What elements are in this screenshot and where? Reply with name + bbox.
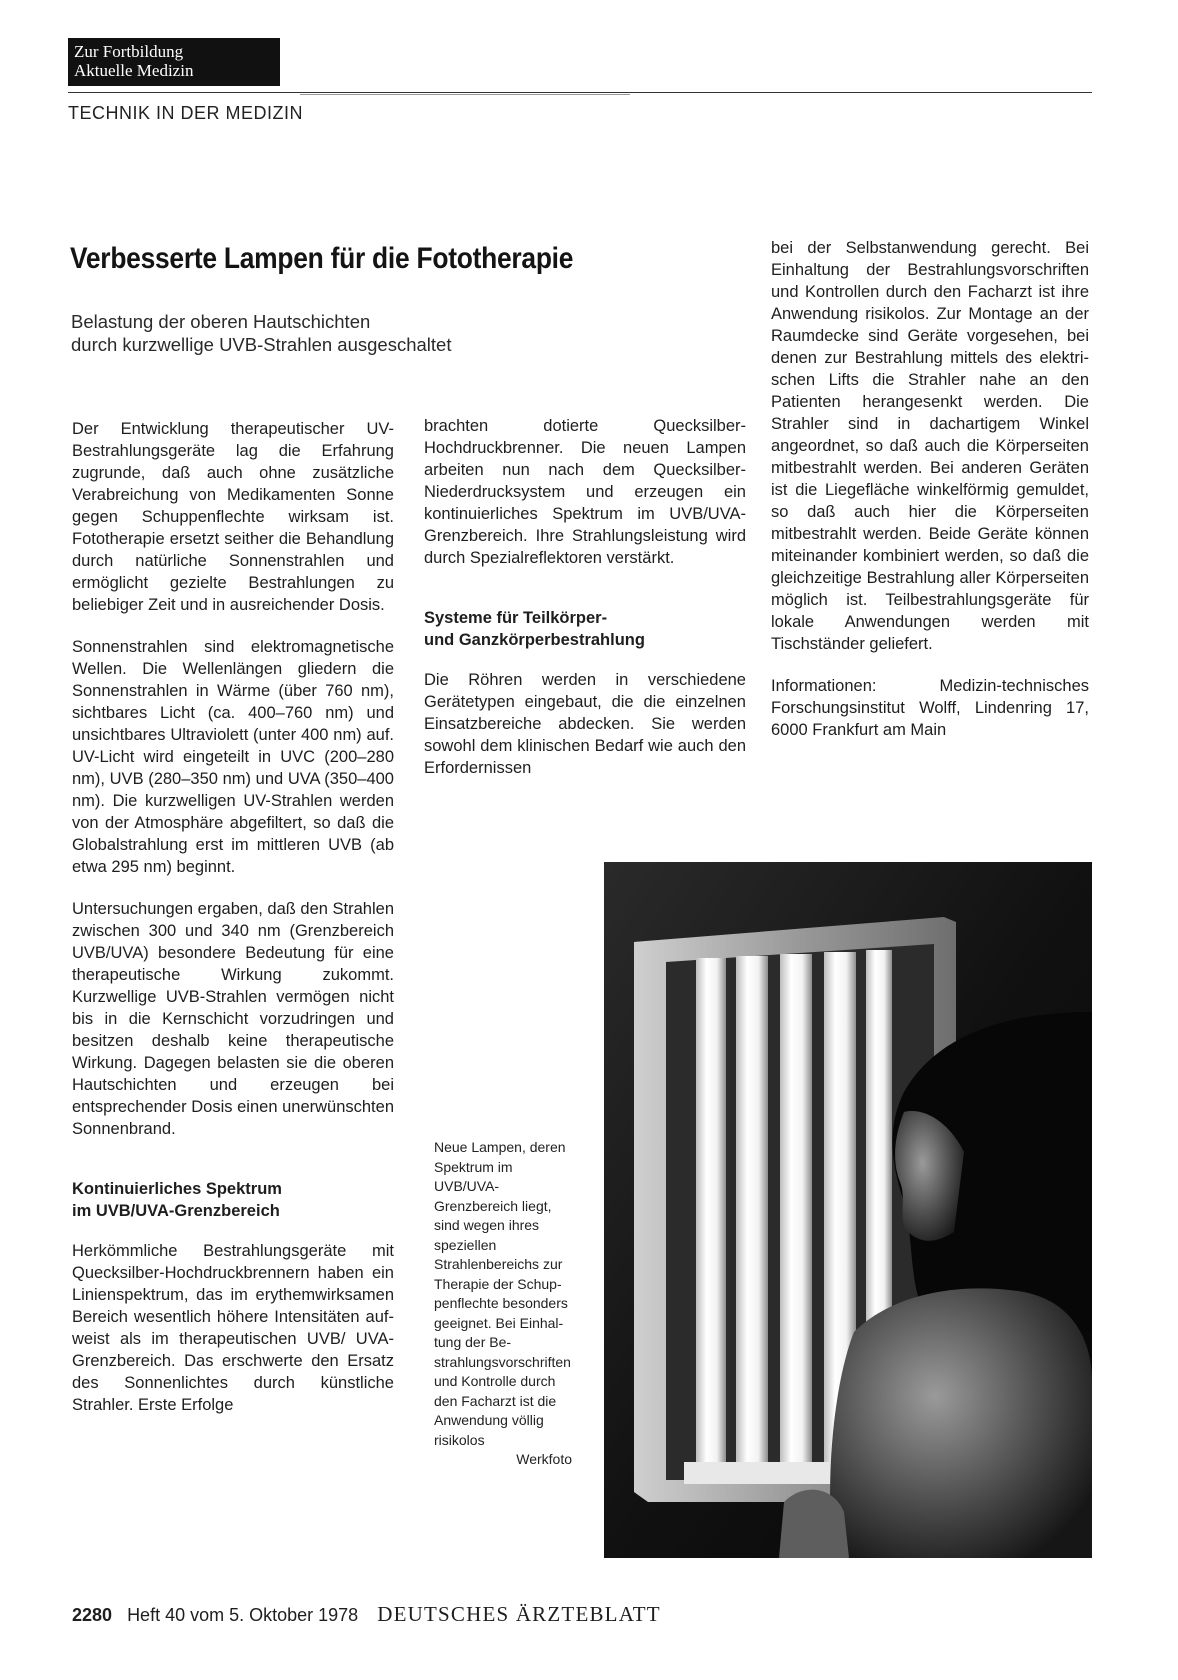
section-heading-line1: Kontinuierliches Spektrum bbox=[72, 1180, 282, 1198]
paragraph: Herkömmliche Bestrahlungsgeräte mit Quecksilber-Hochdruckbrennern haben ein Linienspektrum, das im erythemwirksamen Bereich wesentlich höhere Intensitäten aufweist als im therapeutischen UVB/ UVA-Grenzbereich. Das erschwerte den Ersatz des Sonnenlichtes durch künstliche Strahler. Erste Erfolge bbox=[72, 1242, 394, 1414]
text-column-2 bbox=[424, 415, 746, 799]
issue-info: Heft 40 vom 5. Oktober 1978 bbox=[127, 1605, 359, 1625]
lamp-photo-illustration bbox=[604, 862, 1092, 1558]
lamp-photo bbox=[604, 862, 1092, 1558]
subtitle-line2: durch kurzwellige UVB-Strahlen ausgeschaltet bbox=[71, 334, 452, 355]
paragraph: brachten dotierte Quecksilber-Hochdruckbrenner. Die neuen Lampen arbeiten nun nach dem Quecksilber-Niederdrucksystem und erzeugen ein kontinuierliches Spektrum im UVB/UVA-Grenzbereich. Ihre Strahlungsleistung wird durch Spezialreflektoren verstärkt. bbox=[424, 417, 746, 567]
section-label-line2: Aktuelle Medizin bbox=[74, 61, 194, 80]
paragraph: Der Entwicklung therapeutischer UV-Bestrahlungsgeräte lag die Erfahrung zugrunde, daß auch ohne zusätzliche Verabreichung von Medikamenten Sonne gegen Schuppenflechte wirksam ist. Fototherapie ersetzt seither die Behandlung durch natürliche Sonnenstrahlen und ermöglicht gezielte Bestrahlungen zu beliebiger Zeit und in ausreichender Dosis. bbox=[72, 420, 394, 614]
paragraph: Untersuchungen ergaben, daß den Strahlen zwischen 300 und 340 nm (Grenzbereich UVB/UVA) besondere Bedeutung für eine therapeutische Wirkung zukommt. Kurzwellige UVB-Strahlen vermögen nicht bis in die Kernschicht vorzudringen und besitzen deshalb keine therapeutische Wirkung. Dagegen belasten sie die oberen Hautschichten und erzeugen bei entsprechender Dosis einen unerwünschten Sonnenbrand. bbox=[72, 900, 394, 1138]
section-heading-line2: und Ganzkörperbestrahlung bbox=[424, 631, 645, 649]
paragraph: bei der Selbstanwendung gerecht. Bei Einhaltung der Bestrahlungsvorschriften und Kontrollen durch den Facharzt ist ihre Anwendung risikolos. Zur Montage an der Raumdecke sind Geräte vorgesehen, bei denen zur Bestrahlung mittels des elektrischen Lifts die Strahler nahe an den Patienten herangesenkt werden. Die Strahler sind in dachartigem Winkel angeordnet, so daß auch die Körperseiten mitbestrahlt werden. Bei anderen Geräten ist die Liegefläche winkelförmig gemuldet, so daß auch hier die Körperseiten mitbestrahlt werden. Beide Geräte können miteinander kombiniert werden, so daß die gleichzeitige Bestrahlung aller Körperseiten möglich ist. Teilbestrahlungsgeräte für lokale Anwendungen werden mit Tischständer geliefert. bbox=[771, 239, 1089, 653]
section-label-line1: Zur Fortbildung bbox=[74, 42, 184, 61]
section-label bbox=[68, 38, 280, 86]
header-rule bbox=[68, 92, 1092, 93]
section-heading-line2: im UVB/UVA-Grenzbereich bbox=[72, 1202, 280, 1220]
rubric: TECHNIK IN DER MEDIZIN bbox=[68, 103, 304, 123]
article-title: Verbesserte Lampen für die Fototherapie bbox=[70, 242, 574, 275]
photo-caption bbox=[434, 1138, 572, 1470]
text-column-1 bbox=[72, 418, 394, 1436]
section-heading-line1: Systeme für Teilkörper- bbox=[424, 609, 608, 627]
photo-credit: Werkfoto bbox=[516, 1451, 572, 1467]
caption-text: Neue Lampen, deren Spektrum im UVB/UVA-Grenzbereich liegt, sind wegen ihres speziellen Strahlenbereichs zur Therapie der Schuppenflechte besonders geeignet. Bei Einhaltung der Bestrahlungsvorschriften und Kontrolle durch den Facharzt ist die Anwendung völlig risikolos bbox=[434, 1139, 571, 1448]
section-heading bbox=[72, 1178, 394, 1222]
page-footer bbox=[72, 1602, 661, 1627]
journal-name: DEUTSCHES ÄRZTEBLATT bbox=[377, 1602, 661, 1626]
paragraph: Informationen: Medizin-technisches Forschungsinstitut Wolff, Lindenring 17, 6000 Frankfurt am Main bbox=[771, 677, 1089, 739]
section-heading bbox=[424, 607, 746, 651]
text-column-3 bbox=[771, 237, 1089, 761]
page-number: 2280 bbox=[72, 1605, 113, 1625]
paragraph: Die Röhren werden in verschiedene Gerätetypen eingebaut, die die einzelnen Einsatzbereiche abdecken. Sie werden sowohl dem klinischen Bedarf wie auch den Erfordernissen bbox=[424, 671, 746, 777]
header-rule-secondary bbox=[300, 94, 630, 95]
subtitle-line1: Belastung der oberen Hautschichten bbox=[71, 311, 371, 332]
paragraph: Sonnenstrahlen sind elektromagnetische Wellen. Die Wellenlängen gliedern die Sonnenstrahlen in Wärme (über 760 nm), sichtbares Licht (ca. 400–760 nm) und unsichtbares Ultraviolett (unter 400 nm) auf. UV-Licht wird eingeteilt in UVC (200–280 nm), UVB (280–350 nm) und UVA (350–400 nm). Die kurzwelligen UV-Strahlen werden von der Atmosphäre abgefiltert, so daß die Globalstrahlung erst im mittleren UVB (ab etwa 295 nm) beginnt. bbox=[72, 638, 394, 876]
article-subtitle bbox=[71, 310, 671, 356]
